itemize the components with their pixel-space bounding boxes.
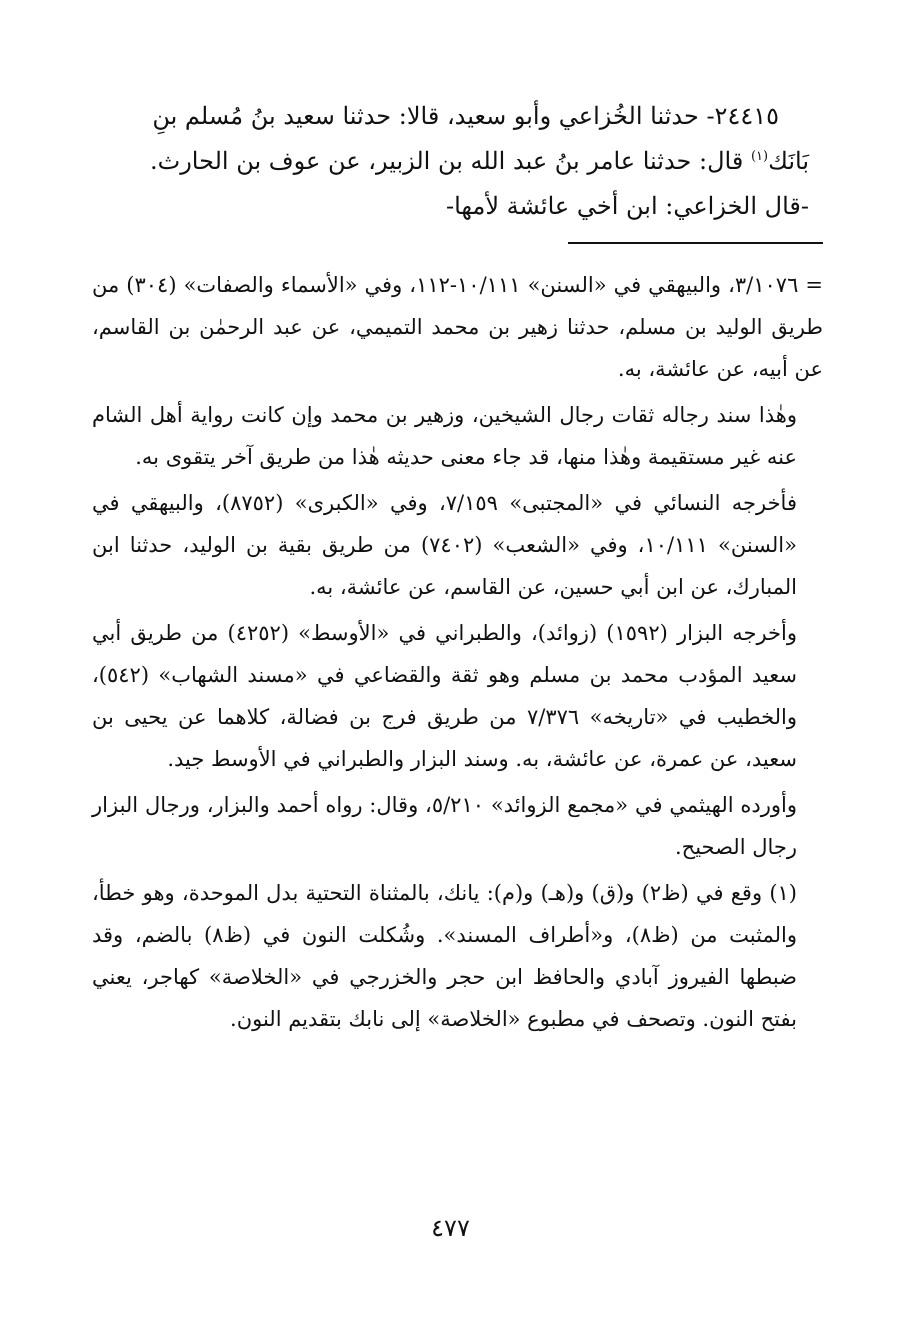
narrator-name: بَانَك (768, 147, 809, 175)
footnote-continuation: = ٣/١٠٧٦، والبيهقي في «السنن» ١٠/١١١-١١٢، وفي «الأسماء والصفات» (٣٠٤) من طريق الوليد بن مسلم، حدثنا زهير بن محمد التميمي، عن عبد الرحمٰن بن القاسم، عن أبيه، عن عائشة، به. (92, 273, 824, 381)
footnote-paragraph: وأخرجه البزار (١٥٩٢) (زوائد)، والطبراني في «الأوسط» (٤٢٥٢) من طريق أبي سعيد المؤدب محمد بن مسلم وهو ثقة والقضاعي في «مسند الشهاب» (٥٤٢)، والخطيب في «تاريخه» ٧/٣٧٦ من طريق فرج بن فضالة، كلاهما عن يحيى بن سعيد، عن عمرة، عن عائشة، به. وسند البزار والطبراني في الأوسط جيد. (92, 621, 798, 771)
footnote-1: (١) وقع في (ظ٢) و(ق) و(هـ) و(م): يانك، بالمثناة التحتية بدل الموحدة، وهو خطأ، والمثبت من (ظ٨)، و«أطراف المسند». وشُكلت النون في (ظ٨) بالضم، وقد ضبطها الفيروز آبادي والحافظ ابن حجر والخزرجي في «الخلاصة» كهاجر، يعني بفتح النون. وتصحف في مطبوع «الخلاصة» إلى نابك بتقديم النون. (92, 881, 797, 1031)
page-number: ٤٧٧ (431, 1214, 470, 1242)
hadith-line-2-rest: قال: حدثنا عامر بنُ عبد الله بن الزبير، عن عوف بن الحارث. (149, 147, 751, 175)
hadith-line-1: ٢٤٤١٥- حدثنا الخُزاعي وأبو سعيد، قالا: حدثنا سعيد بنُ مُسلم بنِ (152, 102, 779, 130)
hadith-text (100, 94, 809, 229)
footnote-marker: (١) (750, 149, 769, 164)
footnote-paragraph: فأخرجه النسائي في «المجتبى» ٧/١٥٩، وفي «الكبرى» (٨٧٥٢)، والبيهقي في «السنن» ١٠/١١١، وفي «الشعب» (٧٤٠٢) من طريق بقية بن الوليد، حدثنا ابن المبارك، عن ابن أبي حسين، عن القاسم، عن عائشة، به. (92, 491, 797, 599)
hadith-line-3: -قال الخزاعي: ابن أخي عائشة لأمها- (445, 192, 809, 220)
footnotes-section (92, 264, 823, 1044)
footnote-separator (568, 242, 823, 244)
footnote-paragraph: وهٰذا سند رجاله ثقات رجال الشيخين، وزهير بن محمد وإن كانت رواية أهل الشام عنه غير مستقيمة وهٰذا منها، قد جاء معنى حديثه هٰذا من طريق آخر يتقوى به. (92, 403, 797, 469)
hadith-line-2 (100, 139, 809, 184)
footnote-paragraph: وأورده الهيثمي في «مجمع الزوائد» ٥/٢١٠، وقال: رواه أحمد والبزار، ورجال البزار رجال الصحيح. (92, 793, 797, 859)
